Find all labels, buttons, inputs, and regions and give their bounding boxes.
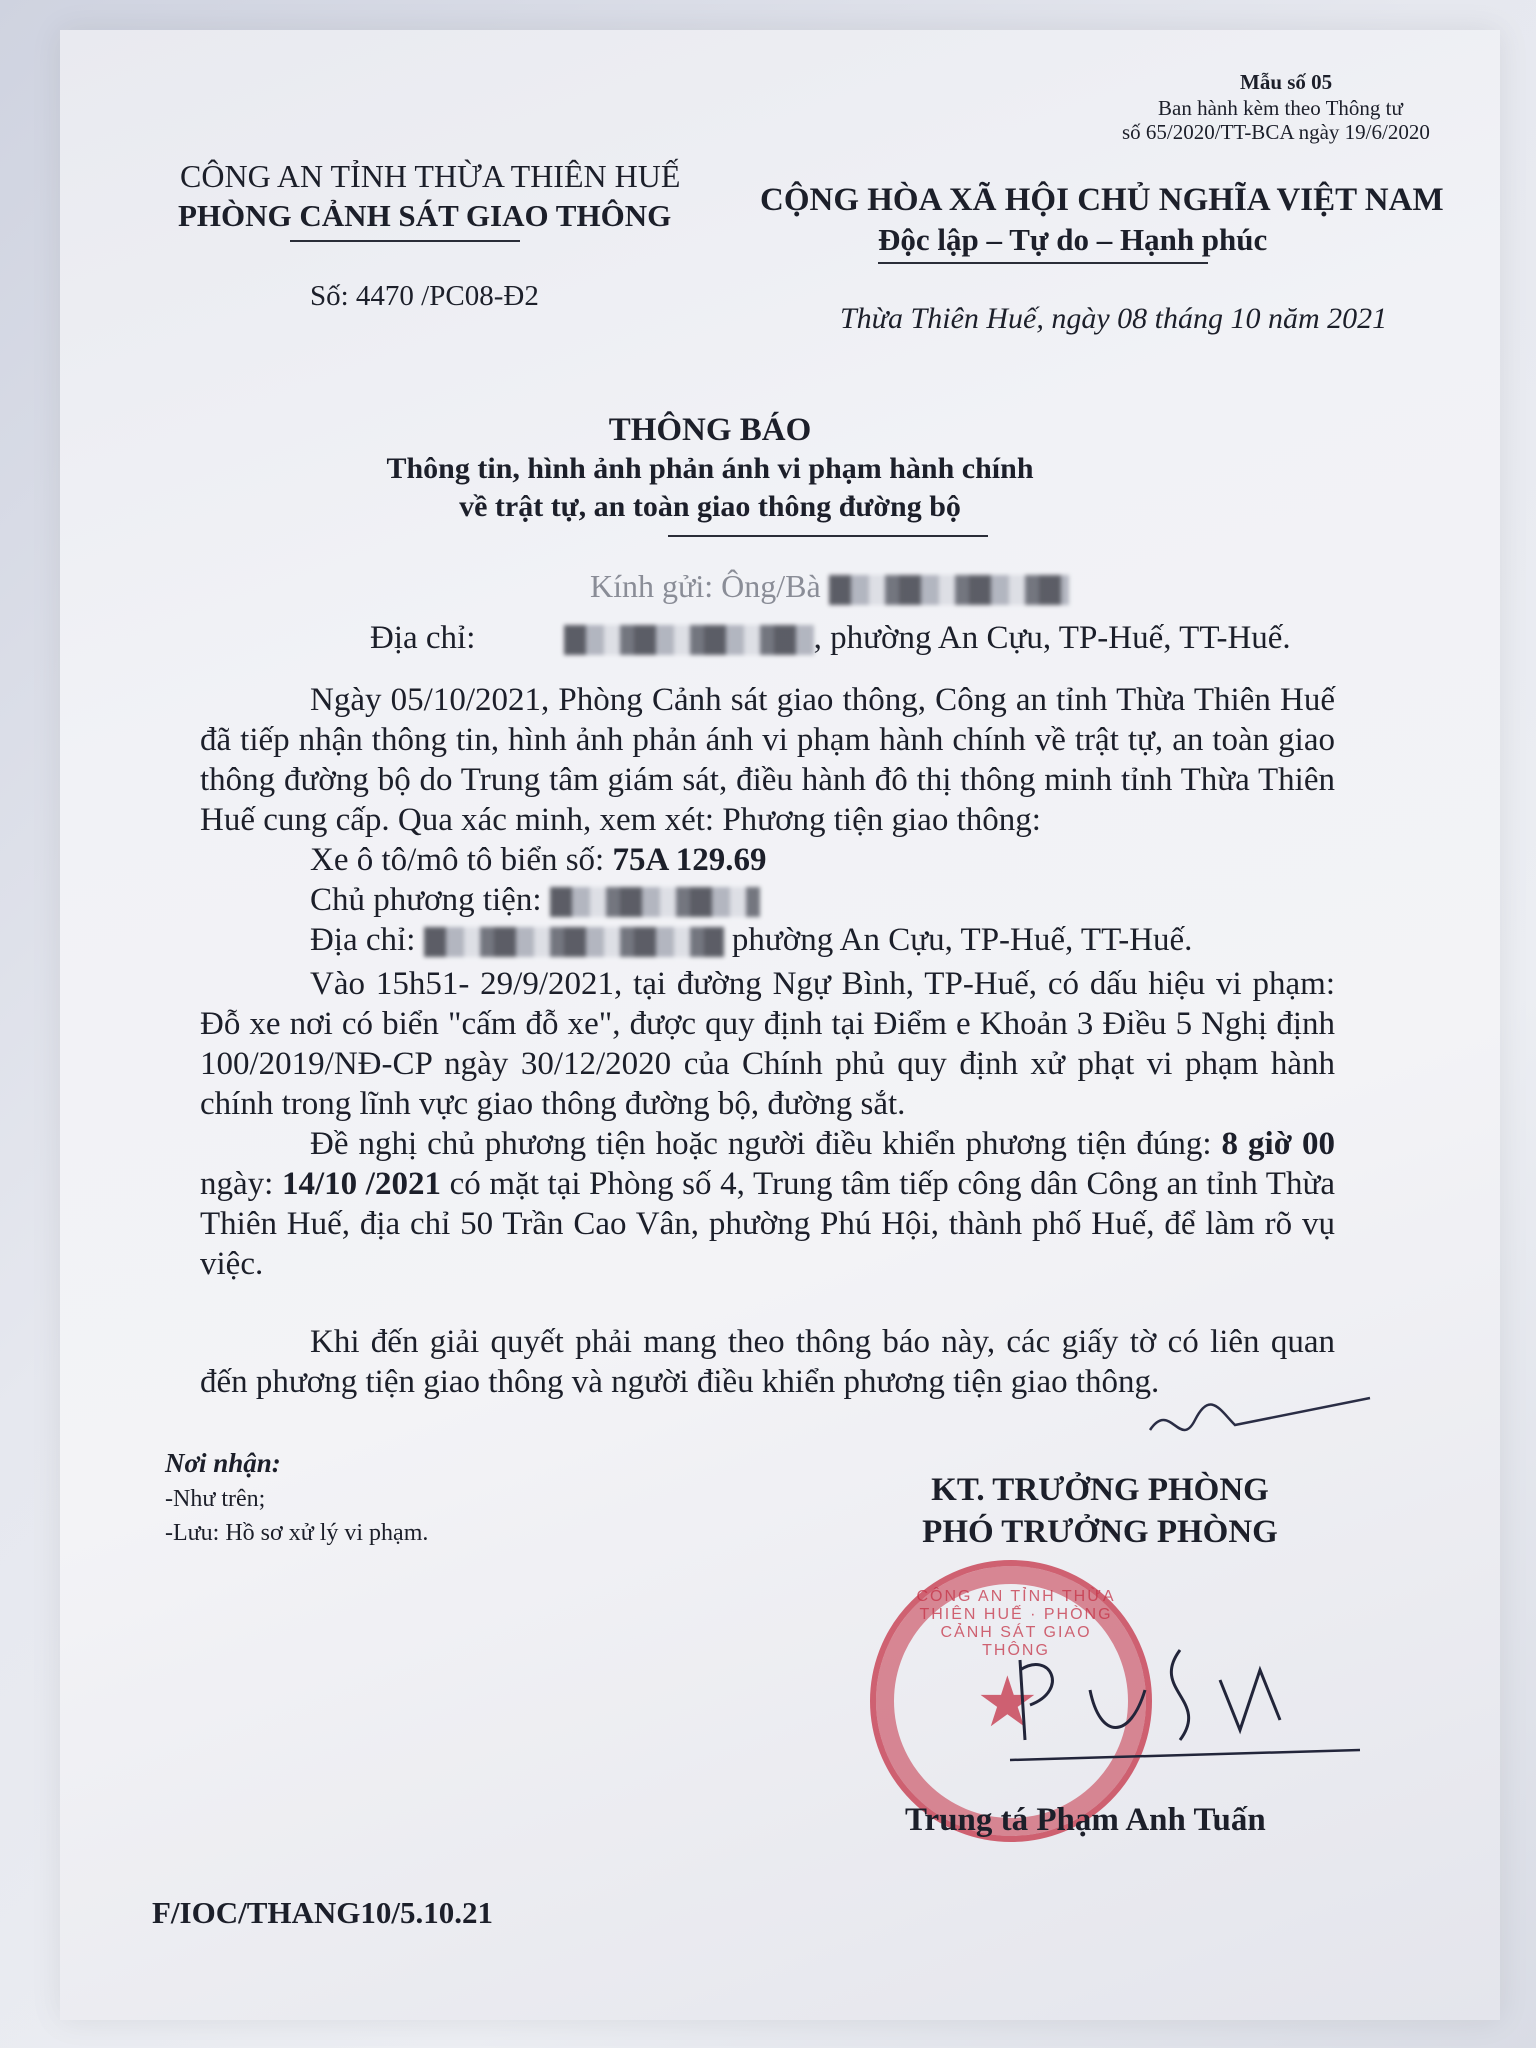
- receiver-item-1: -Như trên;: [165, 1486, 266, 1512]
- appointment-date: 14/10 /2021: [281, 1166, 441, 1202]
- owner-address-tail: phường An Cựu, TP-Huế, TT-Huế.: [731, 922, 1193, 958]
- appointment-time: 8 giờ 00: [1221, 1126, 1335, 1162]
- document-page: [60, 30, 1500, 2020]
- owner-label: Chủ phương tiện:: [310, 882, 542, 918]
- plate-line: [310, 842, 767, 879]
- paragraph-4: Khi đến giải quyết phải mang theo thông báo này, các giấy tờ có liên quan đến phương tiện giao thông và người điều khiển phương tiện giao thông.: [200, 1324, 1335, 1400]
- form-code: Mẫu số 05: [1240, 70, 1333, 94]
- redacted-address: [564, 625, 814, 655]
- signer-role-2: PHÓ TRƯỞNG PHÒNG: [922, 1514, 1278, 1550]
- address-label: Địa chỉ:: [370, 620, 476, 656]
- plate-label: Xe ô tô/mô tô biển số:: [310, 842, 613, 878]
- p3-text-b: ngày:: [200, 1166, 282, 1202]
- paragraph-3: [200, 1124, 1335, 1284]
- owner-line: [310, 882, 760, 919]
- nation-title: CỘNG HÒA XÃ HỘI CHỦ NGHĨA VIỆT NAM: [760, 182, 1444, 218]
- agency-underline: [290, 240, 520, 242]
- form-issued-line1: Ban hành kèm theo Thông tư: [1158, 96, 1403, 120]
- nation-motto: Độc lập – Tự do – Hạnh phúc: [878, 222, 1268, 257]
- stamp-star-icon: ★: [976, 1661, 1039, 1743]
- place-date: Thừa Thiên Huế, ngày 08 tháng 10 năm 2021: [840, 302, 1388, 335]
- p3-text-a: Đề nghị chủ phương tiện hoặc người điều khiển phương tiện đúng:: [310, 1126, 1222, 1162]
- plate-value: 75A 129.69: [612, 842, 767, 878]
- notice-title: THÔNG BÁO: [608, 412, 812, 448]
- notice-subtitle-2: về trật tự, an toàn giao thông đường bộ: [459, 490, 961, 523]
- redacted-owner-address: [424, 927, 724, 957]
- agency-line1: CÔNG AN TỈNH THỪA THIÊN HUẾ: [180, 158, 681, 194]
- form-issued-line2: số 65/2020/TT-BCA ngày 19/6/2020: [1122, 120, 1430, 144]
- signer-name: Trung tá Phạm Anh Tuấn: [905, 1802, 1266, 1838]
- owner-address-label: Địa chỉ:: [310, 922, 416, 958]
- redacted-owner: [550, 887, 760, 917]
- agency-line2: PHÒNG CẢNH SÁT GIAO THÔNG: [178, 198, 672, 233]
- greeting: [590, 568, 1069, 605]
- greeting-text: Kính gửi: Ông/Bà: [590, 568, 821, 604]
- stamp-text: CÔNG AN TỈNH THỪA THIÊN HUẾ · PHÒNG CẢNH SÁT GIAO THÔNG: [916, 1588, 1116, 1659]
- owner-address-line: [310, 922, 1192, 959]
- motto-underline: [878, 262, 1208, 264]
- main-signature: [980, 1630, 1380, 1770]
- address-tail: , phường An Cựu, TP-Huế, TT-Huế.: [813, 620, 1291, 656]
- initial-signature: [1140, 1390, 1380, 1450]
- document-number: Số: 4470 /PC08-Đ2: [310, 280, 539, 312]
- paragraph-1: Ngày 05/10/2021, Phòng Cảnh sát giao thông, Công an tỉnh Thừa Thiên Huế đã tiếp nhận thông tin, hình ảnh phản ánh vi phạm hành chính về trật tự, an toàn giao thông đường bộ do Trung tâm giám sát, điều hành đô thị thông minh tỉnh Thừa Thiên Huế cung cấp. Qua xác minh, xem xét: Phương tiện giao thông:: [200, 682, 1335, 838]
- recipient-address: [370, 620, 1291, 657]
- redacted-name: [829, 575, 1069, 605]
- paragraph-2: Vào 15h51- 29/9/2021, tại đường Ngự Bình, TP-Huế, có dấu hiệu vi phạm: Đỗ xe nơi có biển "cấm đỗ xe", được quy định tại Điểm e Khoản 3 Điều 5 Nghị định 100/2019/NĐ-CP ngày 30/12/2020 của Chính phủ quy định xử phạt vi phạm hành chính trong lĩnh vực giao thông đường bộ, đường sắt.: [200, 966, 1335, 1122]
- notice-subtitle-1: Thông tin, hình ảnh phản ánh vi phạm hành chính: [386, 452, 1034, 485]
- footer-reference: F/IOC/THANG10/5.10.21: [152, 1895, 494, 1930]
- receivers-title: Nơi nhận:: [165, 1448, 281, 1478]
- title-underline: [668, 535, 988, 537]
- p3-text-c: có mặt tại Phòng số 4, Trung tâm tiếp công dân Công an tỉnh Thừa Thiên Huế, địa chỉ 50 Trần Cao Vân, phường Phú Hội, thành phố Huế, để làm rõ vụ việc.: [200, 1166, 1335, 1282]
- signer-role-1: KT. TRƯỞNG PHÒNG: [931, 1472, 1269, 1508]
- receiver-item-2: -Lưu: Hồ sơ xử lý vi phạm.: [165, 1520, 429, 1546]
